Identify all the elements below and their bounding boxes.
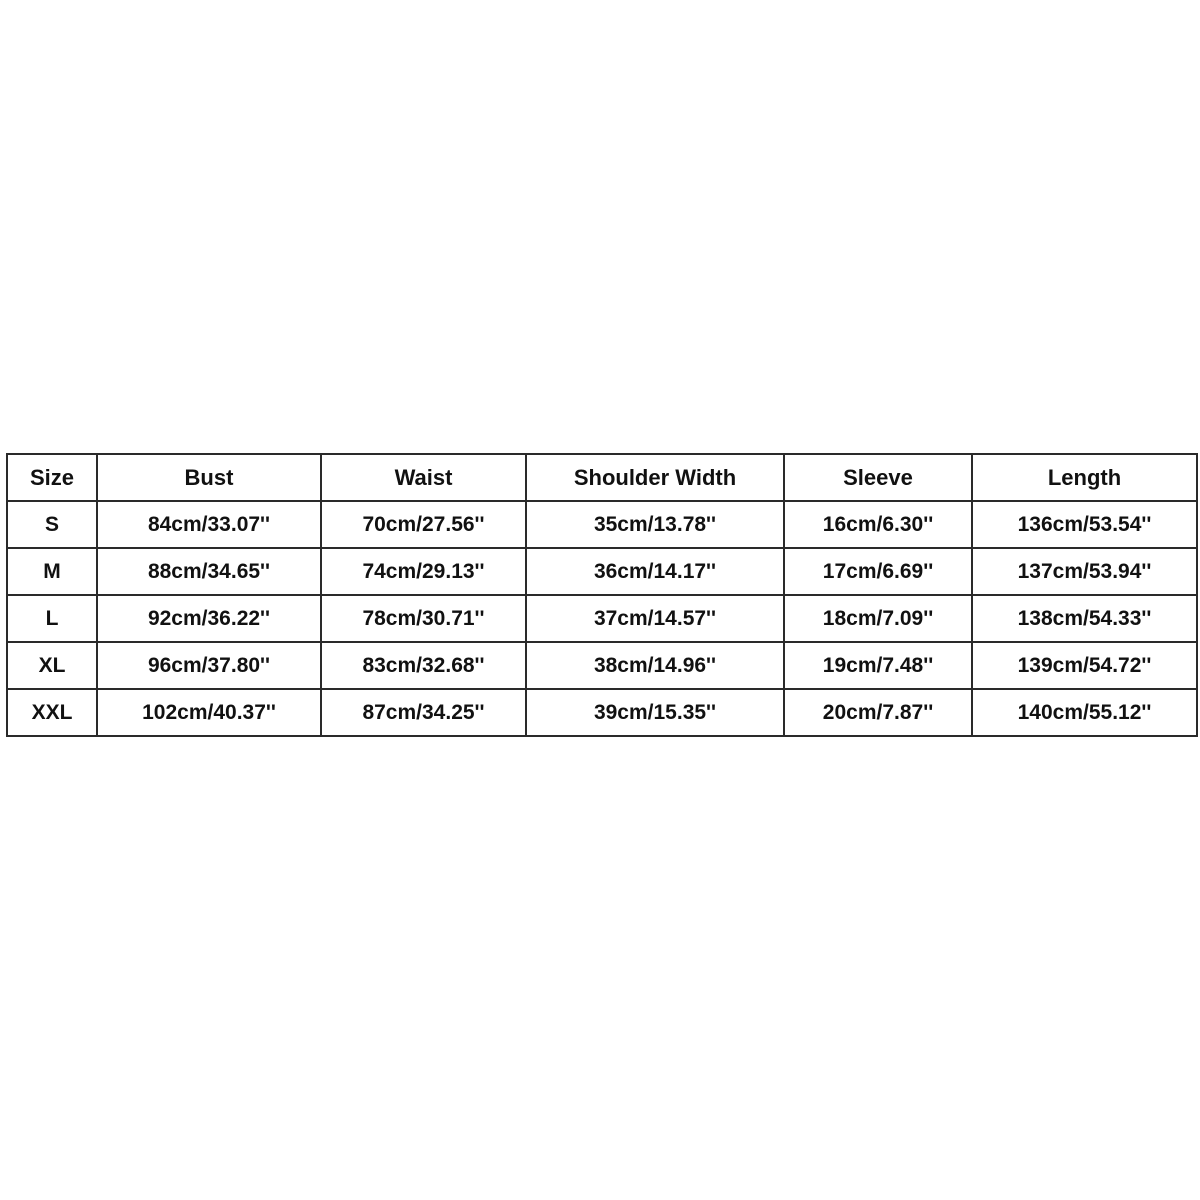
cell-size: M: [7, 548, 97, 595]
cell-sleeve: 18cm/7.09'': [784, 595, 972, 642]
cell-waist: 87cm/34.25'': [321, 689, 526, 736]
header-bust: Bust: [97, 454, 321, 501]
cell-bust: 102cm/40.37'': [97, 689, 321, 736]
header-shoulder-width: Shoulder Width: [526, 454, 784, 501]
table-row: [7, 642, 1197, 689]
cell-sleeve: 20cm/7.87'': [784, 689, 972, 736]
cell-waist: 78cm/30.71'': [321, 595, 526, 642]
cell-sleeve: 16cm/6.30'': [784, 501, 972, 548]
header-length: Length: [972, 454, 1197, 501]
table-row: [7, 689, 1197, 736]
cell-shoulder-width: 35cm/13.78'': [526, 501, 784, 548]
cell-length: 138cm/54.33'': [972, 595, 1197, 642]
table-header-row: [7, 454, 1197, 501]
cell-waist: 70cm/27.56'': [321, 501, 526, 548]
cell-shoulder-width: 39cm/15.35'': [526, 689, 784, 736]
header-waist: Waist: [321, 454, 526, 501]
table-row: [7, 501, 1197, 548]
cell-sleeve: 17cm/6.69'': [784, 548, 972, 595]
table-row: [7, 595, 1197, 642]
cell-bust: 84cm/33.07'': [97, 501, 321, 548]
cell-shoulder-width: 36cm/14.17'': [526, 548, 784, 595]
cell-length: 140cm/55.12'': [972, 689, 1197, 736]
cell-waist: 74cm/29.13'': [321, 548, 526, 595]
cell-bust: 96cm/37.80'': [97, 642, 321, 689]
cell-bust: 92cm/36.22'': [97, 595, 321, 642]
cell-shoulder-width: 37cm/14.57'': [526, 595, 784, 642]
cell-size: XL: [7, 642, 97, 689]
cell-size: S: [7, 501, 97, 548]
cell-length: 137cm/53.94'': [972, 548, 1197, 595]
cell-bust: 88cm/34.65'': [97, 548, 321, 595]
size-chart-table: [6, 453, 1198, 737]
cell-waist: 83cm/32.68'': [321, 642, 526, 689]
cell-size: L: [7, 595, 97, 642]
cell-sleeve: 19cm/7.48'': [784, 642, 972, 689]
cell-length: 136cm/53.54'': [972, 501, 1197, 548]
table-row: [7, 548, 1197, 595]
cell-size: XXL: [7, 689, 97, 736]
cell-shoulder-width: 38cm/14.96'': [526, 642, 784, 689]
cell-length: 139cm/54.72'': [972, 642, 1197, 689]
header-size: Size: [7, 454, 97, 501]
header-sleeve: Sleeve: [784, 454, 972, 501]
